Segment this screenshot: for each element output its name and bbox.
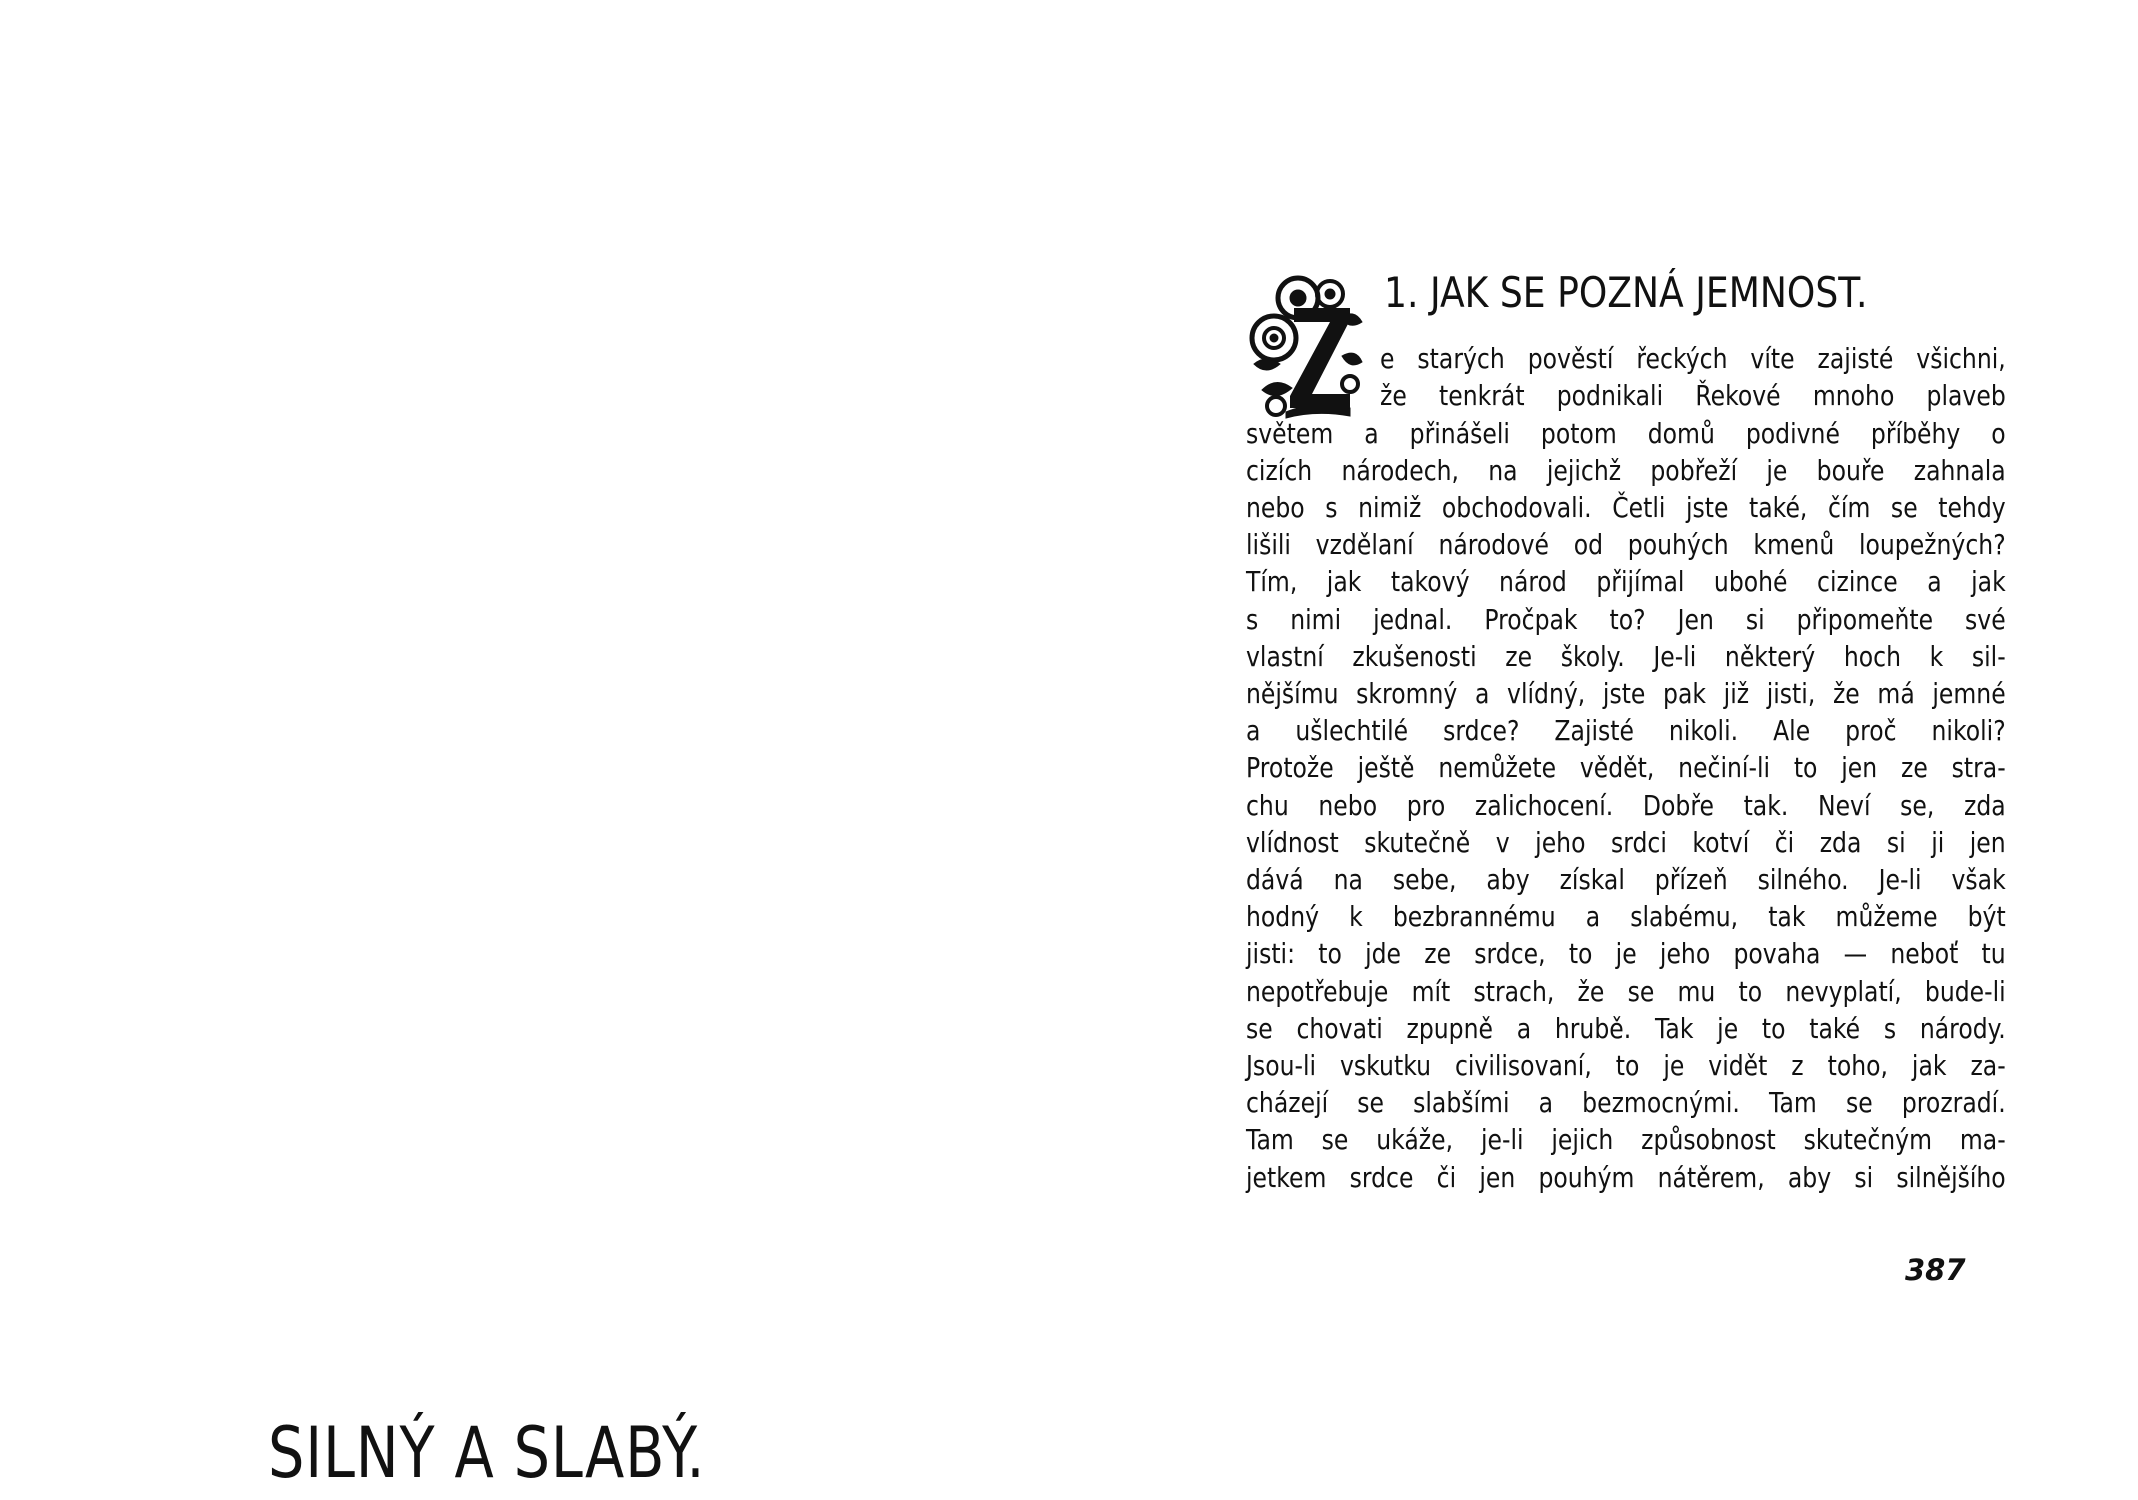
- text-line: Protože ještě nemůžete vědět, nečiní-li to jen ze stra-: [1246, 751, 2006, 784]
- text-line: nějšímu skromný a vlídný, jste pak již jisti, že má jemné: [1246, 677, 2006, 710]
- floral-initial-icon: [1246, 272, 1364, 420]
- text-line: vlastní zkušenosti ze školy. Je-li některý hoch k sil-: [1246, 640, 2006, 673]
- text-line: světem a přinášeli potom domů podivné příběhy o: [1246, 417, 2006, 450]
- text-line: e starých pověstí řeckých víte zajisté všichni,: [1380, 342, 2006, 375]
- text-line: cizích národech, na jejichž pobřeží je bouře zahnala: [1246, 454, 2006, 487]
- text-line: vlídnost skutečně v jeho srdci kotví či zda si ji jen: [1246, 826, 2006, 859]
- text-line: cházejí se slabšími a bezmocnými. Tam se prozradí.: [1246, 1086, 2006, 1119]
- text-line: jisti: to jde ze srdce, to je jeho povaha — neboť tu: [1246, 937, 2006, 970]
- text-line: Tam se ukáže, je-li jejich způsobnost skutečným ma-: [1246, 1123, 2006, 1156]
- text-line: a ušlechtilé srdce? Zajisté nikoli. Ale proč nikoli?: [1246, 714, 2006, 747]
- text-line: hodný k bezbrannému a slabému, tak můžeme být: [1246, 900, 2006, 933]
- text-line: lišili vzdělaní národové od pouhých kmenů loupežných?: [1246, 528, 2006, 561]
- text-line: Jsou-li vskutku civilisovaní, to je vidět z toho, jak za-: [1246, 1049, 2006, 1082]
- text-line: se chovati zpupně a hrubě. Tak je to také s národy.: [1246, 1012, 2006, 1045]
- ornamental-drop-cap: [1246, 272, 1364, 420]
- text-line: Tím, jak takový národ přijímal ubohé cizince a jak: [1246, 565, 2006, 598]
- text-line: nepotřebuje mít strach, že se mu to nevyplatí, bude-li: [1246, 975, 2006, 1008]
- text-line: dává na sebe, aby získal přízeň silného. Je-li však: [1246, 863, 2006, 896]
- text-line: nebo s nimiž obchodovali. Četli jste také, čím se tehdy: [1246, 491, 2006, 524]
- part-title: SILNÝ A SLABÝ.: [268, 1412, 706, 1494]
- chapter-title: 1. JAK SE POZNÁ JEMNOST.: [1384, 268, 1868, 317]
- text-line: chu nebo pro zalichocení. Dobře tak. Neví se, zda: [1246, 789, 2006, 822]
- text-line: jetkem srdce či jen pouhým nátěrem, aby si silnějšího: [1246, 1161, 2006, 1194]
- text-line: s nimi jednal. Pročpak to? Jen si připomeňte své: [1246, 603, 2006, 636]
- text-line: že tenkrát podnikali Řekové mnoho plaveb: [1380, 379, 2006, 412]
- page-number: 387: [1905, 1253, 1966, 1287]
